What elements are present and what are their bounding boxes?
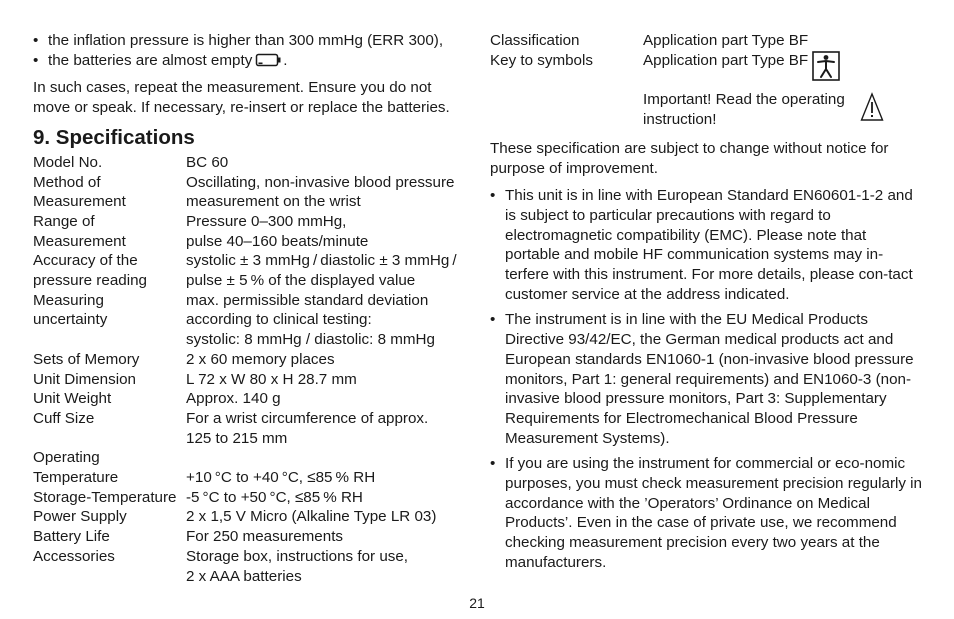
spec-key	[33, 527, 186, 547]
section-title: 9. Specifications	[33, 125, 195, 149]
spec-value-line: 2 x 60 memory places	[186, 350, 335, 368]
spec-value	[186, 212, 465, 251]
list-item	[33, 51, 465, 71]
spec-key	[33, 212, 186, 251]
list-item	[490, 310, 922, 448]
spec-key-line: Power Supply	[33, 508, 127, 526]
repeat-note: In such cases, repeat the measurement. Ensure you do not move or speak. If necessary, re-insert or replace the batteries.	[33, 79, 450, 117]
spec-value-line: pulse 40–160 beats/minute	[186, 232, 369, 250]
spec-key	[33, 291, 186, 350]
compliance-list	[490, 186, 922, 572]
left-column	[33, 31, 465, 586]
spec-value-line: Oscillating, non-invasive blood pressure	[186, 173, 455, 191]
bullet-text: the inflation pressure is higher than 300 mmHg (ERR 300),	[48, 32, 444, 49]
spec-value-line: Storage box, instructions for use,	[186, 547, 409, 565]
spec-key-line: Range of	[33, 212, 95, 230]
spec-value	[186, 488, 465, 508]
bullet-text: .	[283, 51, 288, 69]
spec-key	[33, 488, 186, 508]
spec-key-line: uncertainty	[33, 311, 108, 329]
spec-value-line: pulse ± 5 % of the displayed value	[186, 272, 416, 290]
right-column	[490, 31, 922, 573]
spec-value	[186, 409, 465, 448]
spec-key-line: Measurement	[33, 193, 126, 211]
spec-key-line: pressure reading	[33, 272, 147, 290]
spec-key-line: Cuff Size	[33, 409, 95, 427]
spec-value-line: BC 60	[186, 153, 229, 171]
spec-value-line: -5 °C to +50 °C, ≤85 % RH	[186, 488, 363, 506]
spec-key-line: Method of	[33, 173, 101, 191]
list-item	[490, 454, 922, 572]
spec-value-line: +10 °C to +40 °C, ≤85 % RH	[186, 469, 376, 487]
spec-key-line: Operating	[33, 449, 100, 467]
spec-value	[186, 389, 465, 409]
classification-label: Classification	[490, 32, 580, 49]
spec-value-line: according to clinical testing:	[186, 311, 372, 329]
spec-value	[186, 251, 465, 290]
classification-block	[490, 31, 922, 130]
spec-key-line: Sets of Memory	[33, 350, 140, 368]
page-number: 21	[469, 595, 485, 611]
spec-key	[33, 350, 186, 370]
key-to-symbols-value	[643, 51, 922, 87]
spec-key-line: Temperature	[33, 469, 119, 487]
key-to-symbols-label: Key to symbols	[490, 51, 593, 69]
spec-key-line: Accessories	[33, 547, 115, 565]
spec-value-line: L 72 x W 80 x H 28.7 mm	[186, 370, 357, 388]
spec-value-line: measurement on the wrist	[186, 193, 361, 211]
spec-key-line: Measurement	[33, 232, 126, 250]
spec-value-line: For a wrist circumference of approx.	[186, 409, 429, 427]
spec-value	[186, 173, 465, 212]
error-conditions-list	[33, 31, 465, 70]
spec-key	[33, 153, 186, 173]
spec-key	[33, 370, 186, 390]
battery-low-icon	[255, 53, 282, 67]
spec-value	[186, 547, 465, 586]
bullet-text: the batteries are almost empty	[48, 51, 253, 69]
spec-key	[33, 173, 186, 212]
spec-value	[186, 350, 465, 370]
spec-value-line: Pressure 0–300 mmHg,	[186, 212, 347, 230]
spec-value-line: systolic ± 3 mmHg / diastolic ± 3 mmHg /	[186, 252, 457, 270]
spec-key-line: Unit Dimension	[33, 370, 136, 388]
spec-value-line: For 250 measurements	[186, 528, 344, 546]
spec-key-line: Model No.	[33, 153, 103, 171]
spec-value	[186, 448, 465, 487]
spec-value	[186, 291, 465, 350]
list-item	[33, 31, 465, 51]
spec-key-line: Measuring	[33, 291, 104, 309]
spec-key-line: Battery Life	[33, 528, 110, 546]
bullet-text: If you are using the instrument for commercial or eco-nomic purposes, you must check measurement precision regularly in accordance with the ’Operators’ Ordinance on Medical Products’. Even in the case of private use, we recommend checking measurement precision every two years at the manufacturers.	[505, 455, 923, 571]
spec-key	[33, 448, 186, 487]
spec-value	[186, 370, 465, 390]
type-bf-text: Application part Type BF	[643, 51, 809, 69]
specifications-table	[33, 153, 465, 586]
warning-text: Important! Read the operating instruction!	[643, 91, 845, 129]
change-notice: These specification are subject to change without notice for purpose of improvement.	[490, 139, 889, 177]
spec-key-line: Accuracy of the	[33, 252, 138, 270]
spec-value-line	[186, 448, 465, 468]
spec-value-line: 125 to 215 mm	[186, 429, 288, 447]
spec-value	[186, 507, 465, 527]
spec-key-line: Unit Weight	[33, 390, 112, 408]
spec-key	[33, 251, 186, 290]
spec-key	[33, 389, 186, 409]
type-bf-icon	[812, 51, 840, 87]
spec-value-line: systolic: 8 mmHg / diastolic: 8 mmHg	[186, 331, 435, 349]
spec-value-line: max. permissible standard deviation	[186, 291, 429, 309]
spec-value-line: 2 x AAA batteries	[186, 567, 302, 585]
bullet-text: The instrument is in line with the EU Medical Products Directive 93/42/EC, the German medical products act and European standards EN1060-1 (non-invasive blood pressure monitors, Part 1: general requirements) and EN1060-3 (non-invasive blood pressure monitors, Part 3: Supplementary Requirements for Electromechanical Blood Pressure Measurement Systems).	[505, 311, 914, 447]
classification-value: Application part Type BF	[643, 32, 809, 49]
spec-value	[186, 527, 465, 547]
spec-key	[33, 507, 186, 527]
spec-key	[33, 547, 186, 586]
spec-key	[33, 409, 186, 448]
warning-triangle-icon	[860, 92, 884, 128]
spec-value-line: Approx. 140 g	[186, 390, 281, 408]
list-item	[490, 186, 922, 304]
spec-key-line: Storage-Temperature	[33, 488, 177, 506]
spec-value-line: 2 x 1,5 V Micro (Alkaline Type LR 03)	[186, 508, 437, 526]
bullet-text: This unit is in line with European Standard EN60601-1-2 and is subject to particular precautions with regard to electromagnetic compatibility (EMC). Please note that portable and mobile HF communication systems may in-terfere with this instrument. For more details, please con-tact customer service at the address indicated.	[505, 187, 913, 303]
warning-note	[643, 90, 863, 129]
spec-value	[186, 153, 465, 173]
